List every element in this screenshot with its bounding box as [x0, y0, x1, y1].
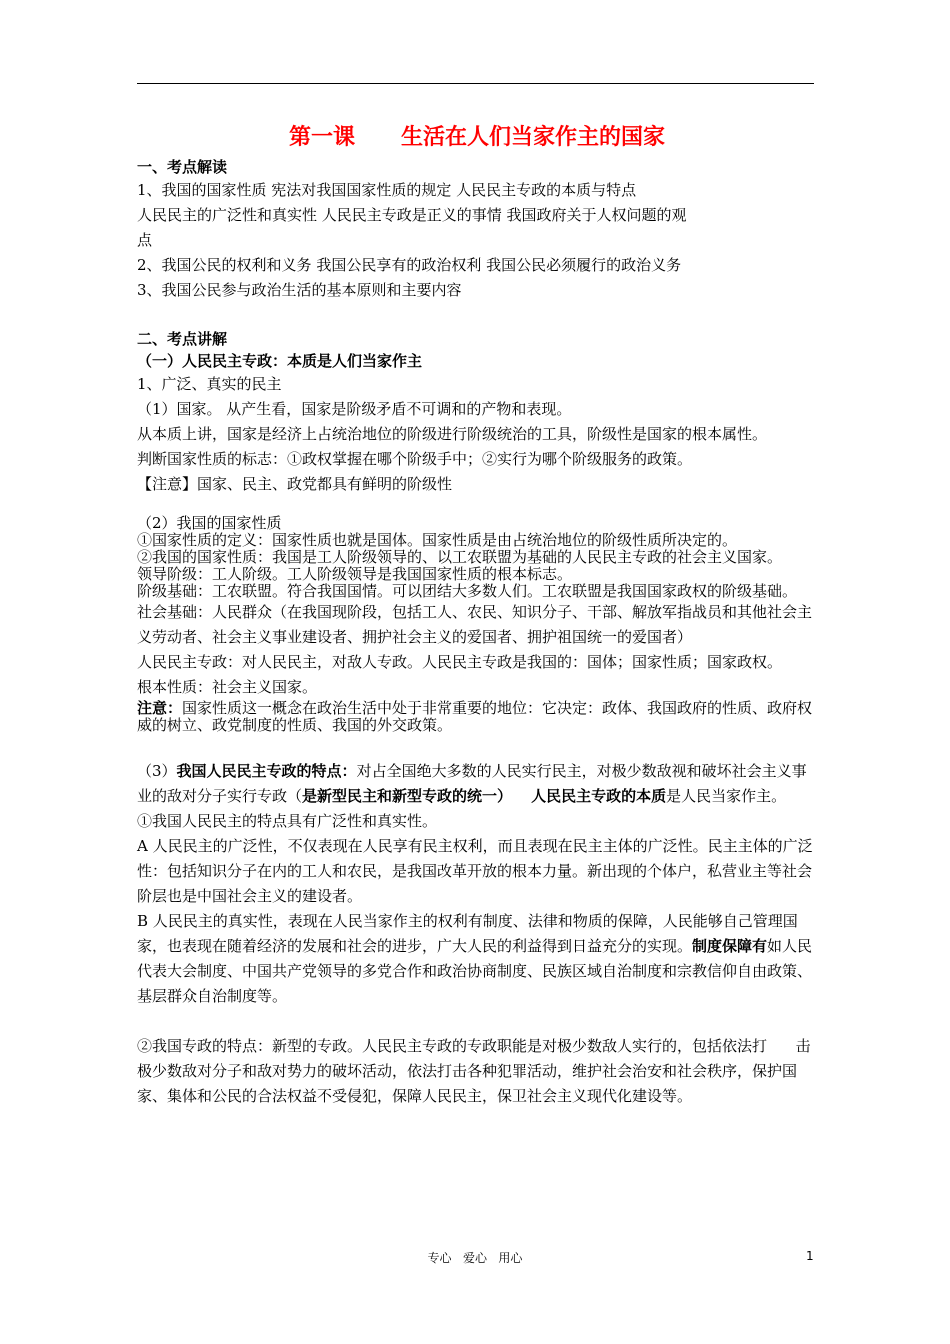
paragraph: [137, 700, 817, 734]
paragraph: 判断国家性质的标志：①政权掌握在哪个阶级手中；②实行为哪个阶级服务的政策。: [137, 450, 693, 468]
paragraph: 人民民主专政：对人民民主，对敌人专政。人民民主专政是我国的：国体；国家性质；国家政权。: [137, 653, 783, 671]
paragraph: ①我国人民民主的特点具有广泛性和真实性。: [137, 812, 438, 830]
text-run: B 人民民主的真实性，表现在人民当家作主的权利有制度、法律和物质的保障，人民能够自己管理国家，也表现在随着经济的发展和社会的进步，广大人民的利益得到日益充分的实现。: [137, 912, 798, 955]
document-body: [137, 118, 817, 1109]
paragraph: 人民民主的广泛性和真实性 人民民主专政是正义的事情 我国政府关于人权问题的观: [137, 206, 687, 224]
bold-term: 制度保障有: [692, 937, 768, 955]
paragraph: 社会基础：人民群众（在我国现阶段，包括工人、农民、知识分子、干部、解放军指战员和其他社会主义劳动者、社会主义事业建设者、拥护社会主义的爱国者、拥护祖国统一的爱国者）: [137, 603, 813, 646]
paragraph: 点: [137, 231, 153, 249]
paragraph: 【注意】国家、民主、政党都具有鲜明的阶级性: [137, 475, 453, 493]
text-run: 如人民代表大会制度、中国共产党领导的多党合作和政治协商制度、民族区域自治制度和宗教信仰自由政策、基层群众自治制度等。: [137, 937, 813, 1005]
bold-term: 人民民主专政的本质: [531, 787, 667, 805]
paragraph: 2、我国公民的权利和义务 我国公民享有的政治权利 我国公民必须履行的政治义务: [137, 256, 682, 274]
section-heading: 一、考点解读: [137, 158, 228, 176]
paragraph: 阶级基础：工农联盟。符合我国国情。可以团结大多数人们。工农联盟是我国国家政权的阶级基础。: [137, 582, 798, 600]
paragraph: ②我国专政的特点：新型的专政。人民民主专政的专政职能是对极少数敌人实行的，包括依法打 击极少数敌对分子和敌对势力的破坏活动，依法打击各种犯罪活动，维护社会治安和社会秩序，保护国家、集体和公民的合法权益不受侵犯，保障人民民主，保卫社会主义现代化建设等。: [137, 1037, 811, 1105]
spacer-text: [512, 787, 531, 805]
bold-term: 是新型民主和新型专政的统一）: [302, 787, 513, 805]
paragraph: 领导阶级：工人阶级。工人阶级领导是我国国家性质的根本标志。: [137, 565, 573, 583]
paragraph: [137, 909, 817, 1009]
paragraph: （2）我国的国家性质: [137, 514, 282, 532]
paragraph: 3、我国公民参与政治生活的基本原则和主要内容: [137, 281, 462, 299]
paragraph: A 人民民主的广泛性，不仅表现在人民享有民主权利，而且表现在民主主体的广泛性。民主主体的广泛性：包括知识分子在内的工人和农民，是我国改革开放的根本力量。新出现的个体户，私营业主等社会阶层也是中国社会主义的建设者。: [137, 837, 813, 905]
page-number: 1: [806, 1249, 814, 1263]
paragraph: 1、我国的国家性质 宪法对我国国家性质的规定 人民民主专政的本质与特点: [137, 181, 637, 199]
item-number: （3）: [137, 762, 177, 780]
paragraph: 1、广泛、真实的民主: [137, 375, 282, 393]
paragraph: 从本质上讲，国家是经济上占统治地位的阶级进行阶级统治的工具，阶级性是国家的根本属性。: [137, 425, 768, 443]
bold-term: 我国人民民主专政的特点：: [176, 762, 357, 780]
text-run: 对占全国绝大多数的人民实行民主，对极少数敌视和破坏社会主义事业的敌对分子实行专政（: [137, 762, 807, 805]
subsection-heading: （一）人民民主专政：本质是人们当家作主: [137, 352, 423, 370]
paragraph: ①国家性质的定义：国家性质也就是国体。国家性质是由占统治地位的阶级性质所决定的。: [137, 531, 738, 549]
note-text: 国家性质这一概念在政治生活中处于非常重要的地位：它决定：政体、我国政府的性质、政府权威的树立、政党制度的性质、我国的外交政策。: [137, 699, 813, 734]
paragraph: ②我国的国家性质：我国是工人阶级领导的、以工农联盟为基础的人民民主专政的社会主义国家。: [137, 548, 783, 566]
page-title: 第一课 生活在人们当家作主的国家: [289, 124, 665, 150]
paragraph: （1）国家。 从产生看，国家是阶级矛盾不可调和的产物和表现。: [137, 400, 572, 418]
note-label: 注意：: [137, 699, 183, 717]
page-footer: 专心 爱心 用心: [427, 1251, 523, 1265]
text-run: 是人民当家作主。: [666, 787, 787, 805]
section-heading: 二、考点讲解: [137, 330, 228, 348]
paragraph: [137, 759, 817, 809]
header-rule: [137, 83, 814, 84]
paragraph: 根本性质：社会主义国家。: [137, 678, 318, 696]
